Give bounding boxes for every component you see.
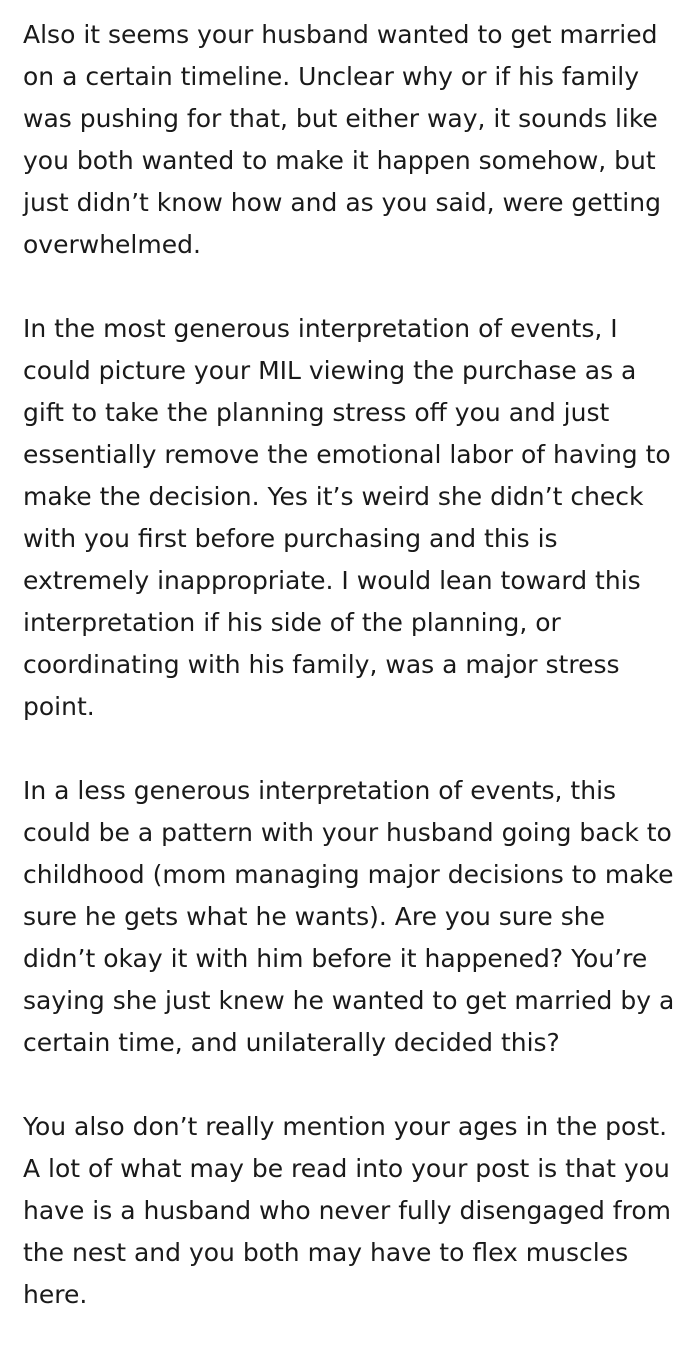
- comment-paragraph-2: In the most generous interpretation of events, I could picture your MIL viewing the purchase as a gift to take the planning stress off you and just essentially remove the emotional labor of having to make the decision. Yes it’s weird she didn’t check with you first before purchasing and this is extremely inappropriate. I would lean toward this interpretation if his side of the planning, or coordinating with his family, was a major stress point.: [23, 314, 671, 721]
- comment-paragraph-3: In a less generous interpretation of events, this could be a pattern with your husband going back to childhood (mom managing major decisions to make sure he gets what he wants). Are you sure she didn’t okay it with him before it happened? You’re saying she just knew he wanted to get married by a certain time, and unilaterally decided this?: [23, 776, 675, 1057]
- comment-paragraph-4: You also don’t really mention your ages in the post. A lot of what may be read into your post is that you have is a husband who never fully disengaged from the nest and you both may have to flex muscles here.: [23, 1112, 671, 1309]
- comment-paragraph-1: Also it seems your husband wanted to get married on a certain timeline. Unclear why or if his family was pushing for that, but either way, it sounds like you both wanted to make it happen somehow, but just didn’t know how and as you said, were getting overwhelmed.: [23, 20, 661, 259]
